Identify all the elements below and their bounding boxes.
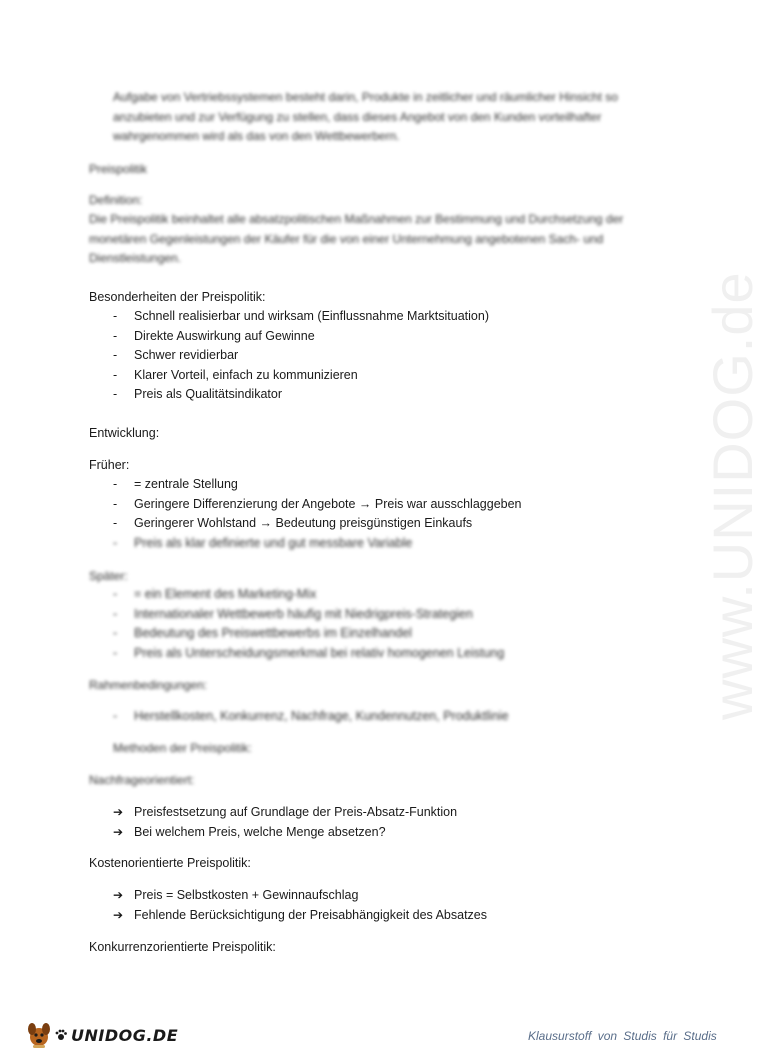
list-item-text: Preisfestsetzung auf Grundlage der Preis-Absatz-Funktion [134,805,458,819]
list-item-text: Klarer Vorteil, einfach zu kommunizieren [134,367,358,382]
list-item [113,906,673,926]
list-item [113,823,673,843]
list-item [113,475,673,495]
arrow-right-icon: ➔ [113,824,124,839]
paw-icon [55,1029,67,1041]
dash-bullet: - [113,626,118,640]
list-item-text: Herstellkosten, Konkurrenz, Nachfrage, Kundennutzen, Produktlinie [134,709,509,723]
arrow-right-icon: ➔ [113,907,124,922]
list-item [113,605,673,625]
kosten-list [113,886,673,925]
list-item-text: = ein Element des Marketing-Mix [134,587,317,601]
nachfrage-heading: Nachfrageorientiert: [89,773,195,787]
list-item [113,346,673,366]
methoden-heading: Methoden der Preispolitik: [113,741,252,755]
list-item [113,534,673,554]
list-item [113,707,673,727]
dash-bullet: - [113,477,118,491]
kosten-heading: Kostenorientierte Preispolitik: [89,856,251,870]
besonderheiten-heading: Besonderheiten der Preispolitik: [89,290,266,304]
list-item [113,366,673,386]
definition-label: Definition: [89,193,143,207]
footer-tagline: Klausurstoff von Studis für Studis [528,1029,717,1043]
list-item [113,644,673,664]
list-item [113,886,673,906]
dash-bullet: - [113,387,118,401]
dash-bullet: - [113,516,118,530]
dash-bullet: - [113,535,118,550]
spaeter-heading: Später: [89,569,128,583]
list-item-text: = zentrale Stellung [134,477,238,491]
list-item-text: Schwer revidierbar [134,348,239,362]
konkurrenz-heading: Konkurrenzorientierte Preispolitik: [89,940,276,954]
frueher-list [113,475,673,553]
definition-text: Die Preispolitik beinhaltet alle absatzpolitischen Maßnahmen zur Bestimmung und Durchsetzung der monetären Gegenleistungen der Käufer für die von einer Unternehmung angebotenen Sach- und Dienstleistungen. [89,212,624,265]
list-item-text: Bedeutung des Preiswettbewerbs im Einzelhandel [134,626,412,640]
list-item-text: Geringerer Wohlstand → Bedeutung preisgünstigen Einkaufs [134,516,473,530]
frueher-heading: Früher: [89,458,130,472]
dog-icon [26,1020,52,1050]
arrow-right-icon: ➔ [113,805,124,819]
list-item [113,624,673,644]
rahmen-list [113,707,673,727]
list-item-text: Preis als Unterscheidungsmerkmal bei relativ homogenen Leistung [134,645,505,660]
list-item [113,307,673,327]
list-item-text: Schnell realisierbar und wirksam (Einflussnahme Marktsituation) [134,309,489,323]
list-item-text: Preis = Selbstkosten + Gewinnaufschlag [134,888,359,902]
dash-bullet: - [113,709,118,723]
list-item-text: Geringere Differenzierung der Angebote → Preis war ausschlaggeben [134,496,522,511]
dash-bullet: - [113,328,118,343]
logo-text: UNIDOG.DE [71,1025,179,1045]
list-item-text: Fehlende Berücksichtigung der Preisabhängigkeit des Absatzes [134,907,487,922]
preispolitik-heading: Preispolitik [89,162,148,176]
entwicklung-heading: Entwicklung: [89,426,160,440]
list-item [113,495,673,515]
dash-bullet: - [113,309,118,323]
list-item [113,514,673,534]
spaeter-list [113,585,673,663]
dash-bullet: - [113,367,118,382]
list-item [113,385,673,405]
list-item-text: Internationaler Wettbewerb häufig mit Niedrigpreis-Strategien [134,606,473,621]
intro-paragraph: Aufgabe von Vertriebssystemen besteht darin, Produkte in zeitlicher und räumlicher Hinsicht so anzubieten und zur Verfügung zu stellen, dass dieses Angebot von den Kunden vorteilhafter wahrgenommen wird als das von den Wettbewerbern. [113,90,618,143]
arrow-right-icon: ➔ [113,888,124,902]
besonderheiten-list [113,307,673,405]
rahmen-heading: Rahmenbedingungen: [89,678,208,692]
dash-bullet: - [113,606,118,621]
list-item-text: Preis als klar definierte und gut messbare Variable [134,535,413,550]
nachfrage-list [113,803,673,842]
watermark: www.UNIDOG.de [701,271,764,720]
list-item [113,327,673,347]
list-item-text: Bei welchem Preis, welche Menge absetzen? [134,824,386,839]
dash-bullet: - [113,645,118,660]
list-item-text: Direkte Auswirkung auf Gewinne [134,328,315,343]
list-item [113,803,673,823]
list-item-text: Preis als Qualitätsindikator [134,387,282,401]
dash-bullet: - [113,348,118,362]
unidog-logo [26,1020,178,1050]
dash-bullet: - [113,496,118,511]
dash-bullet: - [113,587,118,601]
list-item [113,585,673,605]
